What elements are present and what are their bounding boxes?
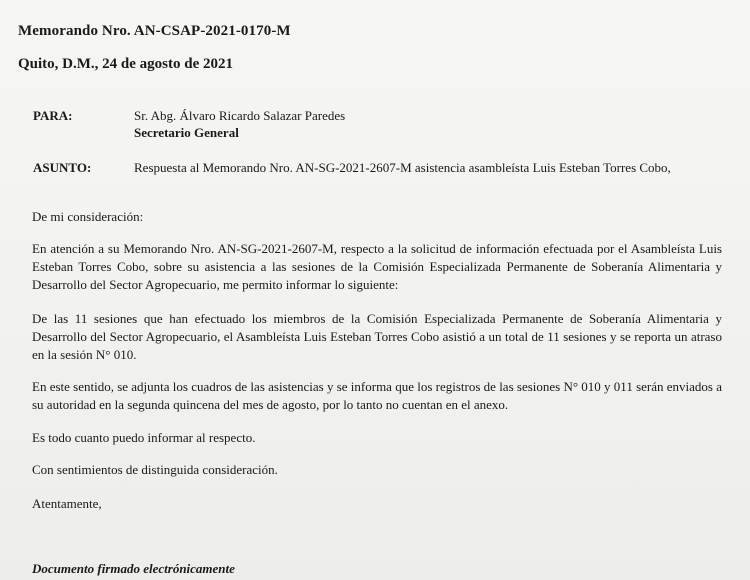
paragraph-2: De las 11 sesiones que han efectuado los miembros de la Comisión Especializada Permanente de Soberanía Alimentaria y Desarrollo del Sector Agropecuario, el Asambleísta Luis Esteban Torres Cobo asistió a un total de 11 sesiones y se reporta un atraso en la sesión N° 010. (32, 311, 722, 362)
memo-date: Quito, D.M., 24 de agosto de 2021 (18, 56, 233, 72)
recipient-name: Sr. Abg. Álvaro Ricardo Salazar Paredes (134, 108, 346, 123)
paragraph-1: En atención a su Memorando Nro. AN-SG-2021-2607-M, respecto a la solicitud de información efectuada por el Asambleísta Luis Esteban Torres Cobo, sobre su asistencia a las sesiones de la Comisión Especializada Permanente de Soberanía Alimentaria y Desarrollo del Sector Agropecuario, me permito informar lo siguiente: (32, 241, 722, 292)
memo-number: Memorando Nro. AN-CSAP-2021-0170-M (18, 23, 291, 39)
signed-note: Documento firmado electrónicamente (32, 561, 235, 576)
closing-line-2: Con sentimientos de distinguida consideración. (32, 462, 278, 477)
recipient-title: Secretario General (134, 125, 239, 140)
valediction: Atentamente, (32, 496, 102, 511)
asunto-label: ASUNTO: (33, 160, 92, 175)
closing-line-1: Es todo cuanto puedo informar al respecto. (32, 430, 256, 445)
asunto-value: Respuesta al Memorando Nro. AN-SG-2021-2607-M asistencia asambleísta Luis Esteban Torres Cobo, (134, 160, 671, 175)
paragraph-3: En este sentido, se adjunta los cuadros de las asistencias y se informa que los registros de las sesiones N° 010 y 011 serán enviados a su autoridad en la segunda quincena del mes de agosto, por lo tanto no cuentan en el anexo. (32, 379, 722, 412)
para-label: PARA: (33, 108, 73, 123)
salutation: De mi consideración: (32, 209, 144, 224)
